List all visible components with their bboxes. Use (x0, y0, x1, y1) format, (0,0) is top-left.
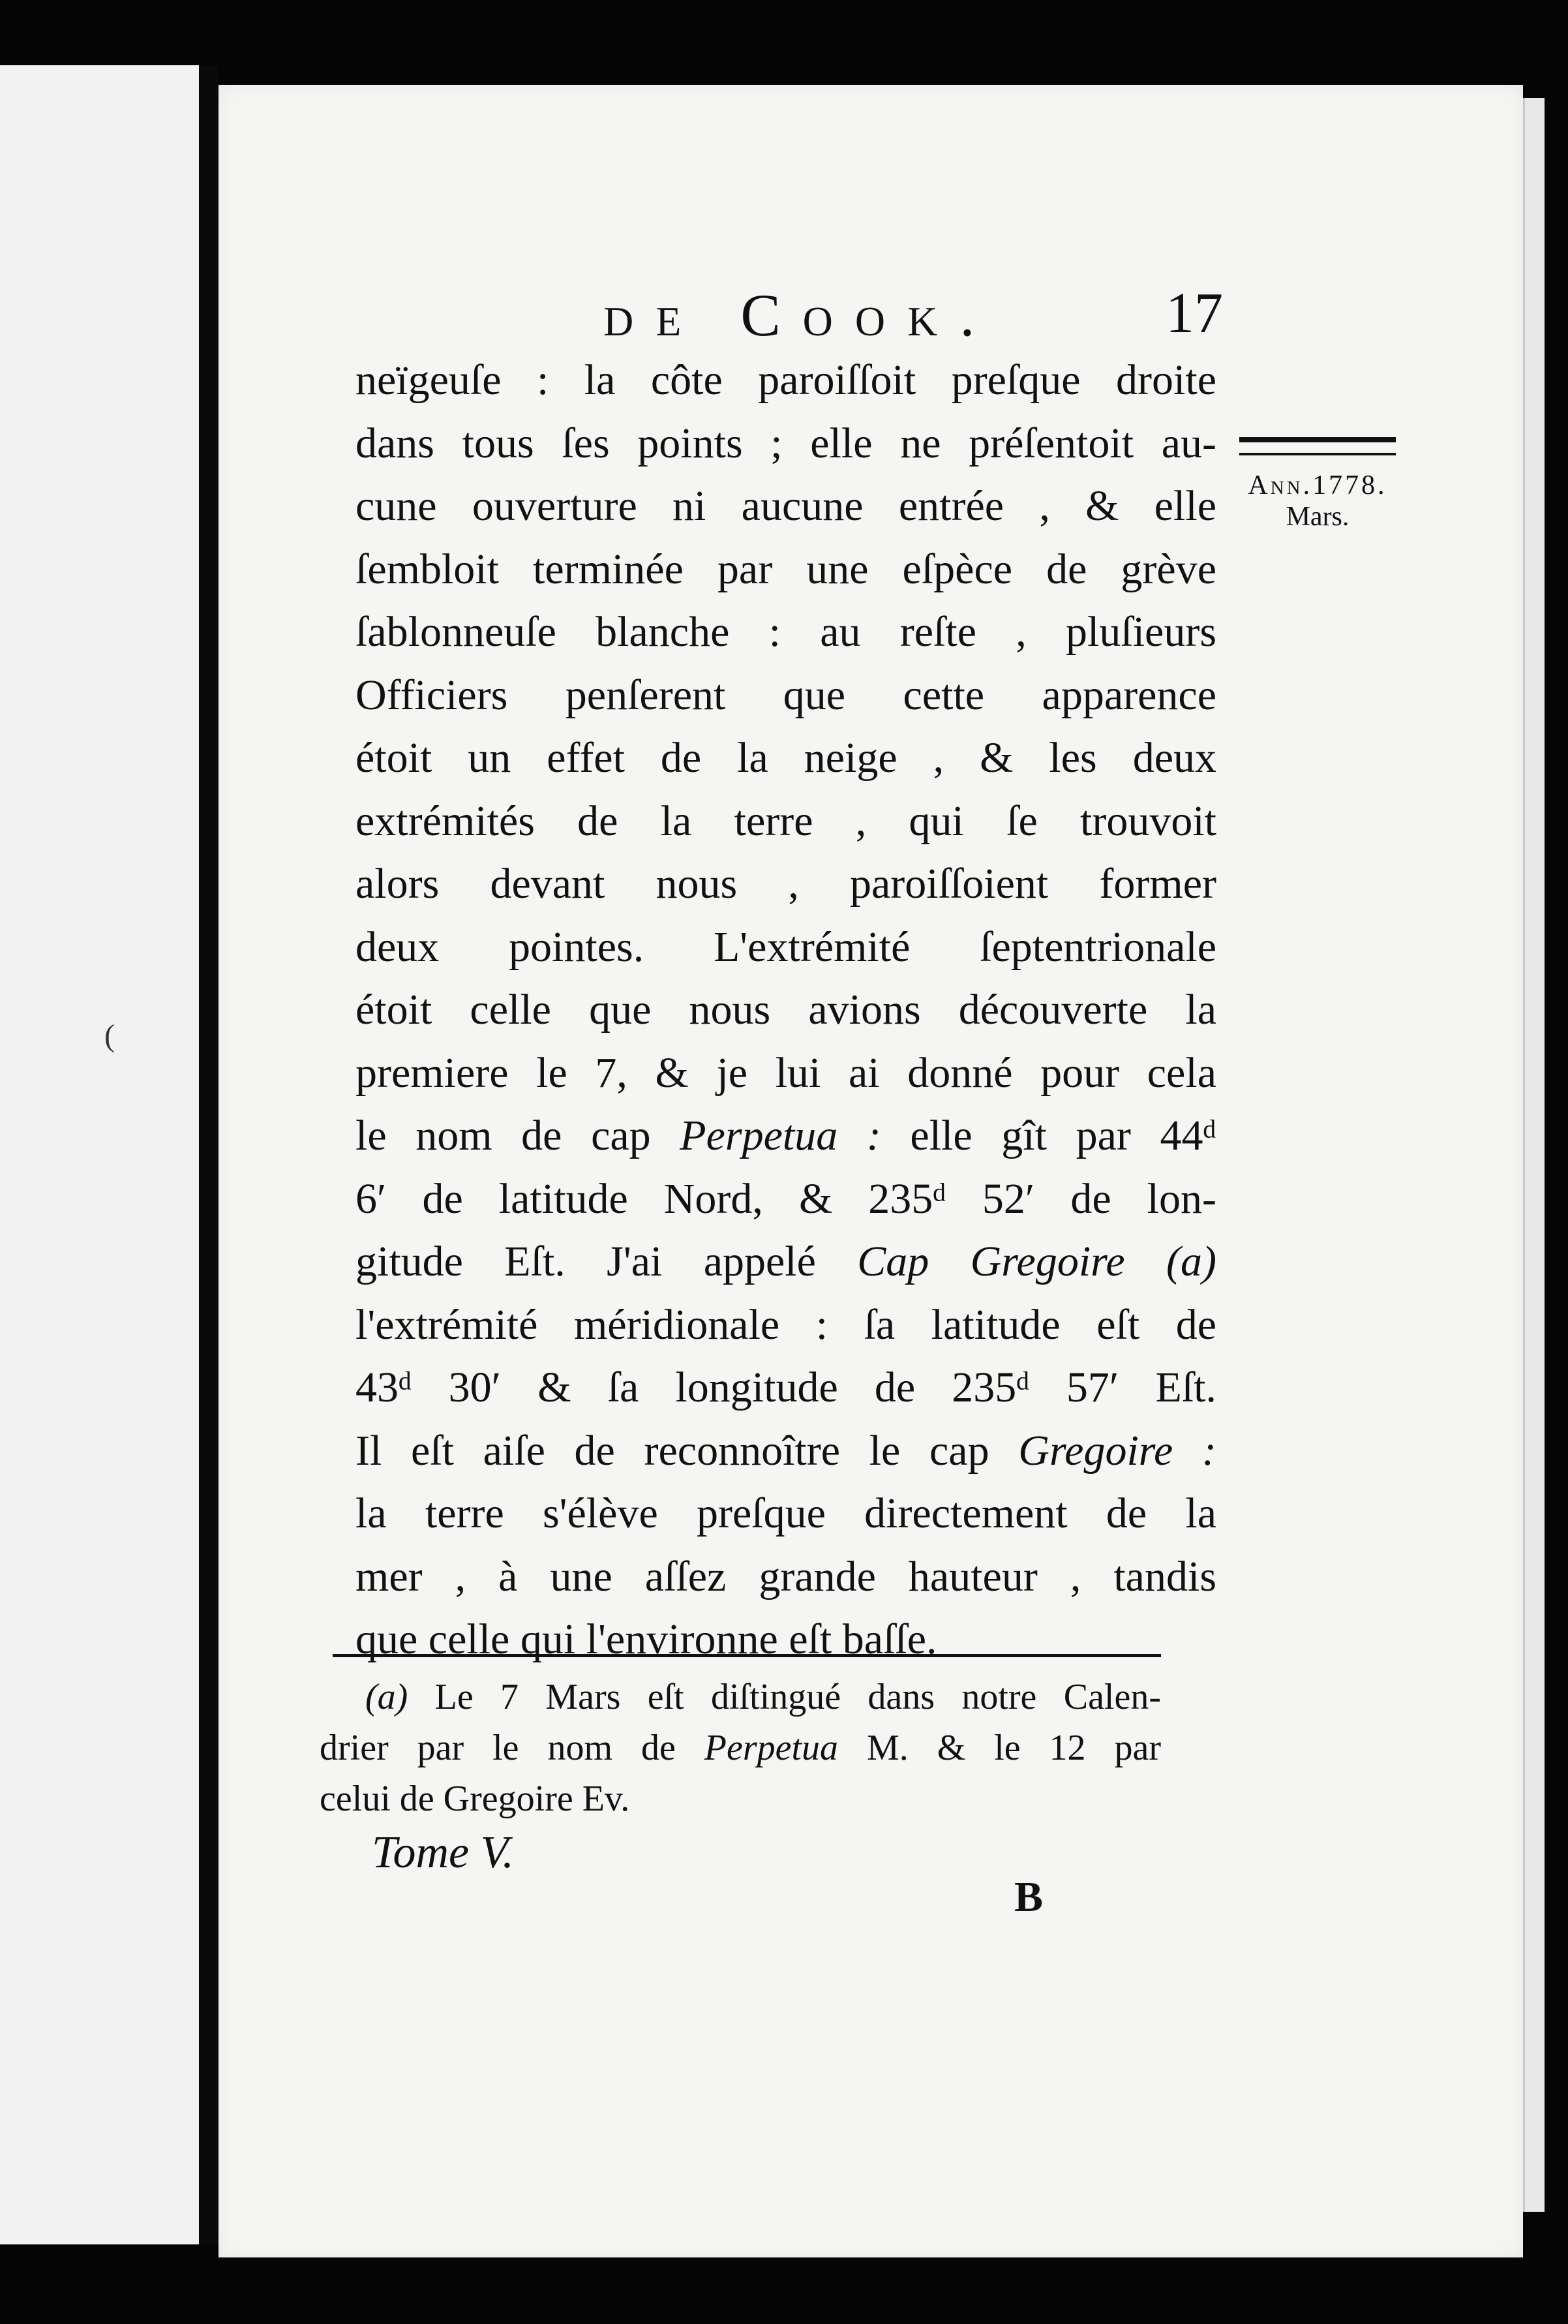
left-page-mark: ( (104, 1018, 115, 1053)
text-line (355, 727, 1216, 790)
text-segment: deux pointes. L'extrémité ſeptentrionale (355, 923, 1216, 971)
italic-segment: Perpetua (704, 1728, 839, 1768)
text-segment: mer , à une aſſez grande hauteur , tandis (355, 1552, 1216, 1600)
text-segment: extrémités de la terre , qui ſe trouvoit (355, 797, 1216, 845)
text-line (355, 412, 1216, 476)
page-number: 17 (1166, 282, 1223, 345)
text-line (355, 979, 1216, 1042)
italic-segment: Gregoire : (1018, 1426, 1216, 1475)
text-line (355, 1042, 1216, 1105)
footnote-line (320, 1773, 1161, 1824)
text-segment: ſablonneuſe blanche : au reſte , pluſieurs (355, 608, 1216, 656)
text-segment: 6′ de latitude Nord, & 235ᵈ 52′ de lon- (355, 1174, 1216, 1223)
text-line (355, 538, 1216, 602)
text-segment: le nom de cap (355, 1112, 680, 1159)
volume-signature: Tome V. (372, 1827, 514, 1878)
text-line (355, 790, 1216, 853)
footnote-line (320, 1722, 1161, 1773)
text-segment: Officiers penſerent que cette apparence (355, 671, 1216, 719)
text-line (355, 601, 1216, 664)
book-gutter (199, 65, 219, 2244)
gathering-signature: B (1014, 1873, 1044, 1921)
marginal-note (1226, 437, 1409, 532)
footnote-rule (333, 1654, 1161, 1657)
italic-segment: Cap Gregoire (a) (857, 1238, 1216, 1285)
facing-page-left (0, 65, 202, 2244)
text-segment: ſembloit terminée par une eſpèce de grève (355, 545, 1216, 593)
text-line (355, 1420, 1216, 1483)
text-segment: que celle qui l'environne eſt baſſe. (355, 1615, 937, 1663)
text-segment: l'extrémité méridionale : ſa latitude eſt de (355, 1300, 1216, 1349)
text-line (355, 664, 1216, 727)
text-segment: gitude Eſt. J'ai appelé (355, 1238, 858, 1285)
footnote-line (320, 1672, 1161, 1722)
text-line (355, 1546, 1216, 1609)
text-line (355, 1482, 1216, 1546)
italic-segment: Perpetua : (680, 1112, 881, 1159)
text-line (355, 1294, 1216, 1357)
text-segment: Il eſt aiſe de reconnoître le cap (355, 1426, 1019, 1475)
text-segment: Le 7 Mars eſt diſtingué dans notre Calen- (408, 1677, 1161, 1717)
text-segment: elle gît par 44ᵈ (881, 1112, 1216, 1159)
text-segment: étoit un effet de la neige , & les deux (355, 734, 1216, 782)
marginal-year: Ann.1778. (1248, 470, 1387, 500)
text-line (355, 853, 1216, 916)
text-segment: alors devant nous , paroiſſoient former (355, 860, 1216, 908)
marginal-rule (1239, 437, 1396, 455)
page-edge (1523, 98, 1545, 2212)
text-line (355, 916, 1216, 979)
text-line (355, 1105, 1216, 1168)
page-header (382, 281, 1229, 352)
running-title: de Cook. (603, 282, 997, 348)
text-segment: dans tous ſes points ; elle ne préſentoit au- (355, 419, 1216, 467)
text-line (355, 1231, 1216, 1294)
text-segment: 43ᵈ 30′ & ſa longitude de 235ᵈ 57′ Eſt. (355, 1364, 1216, 1411)
text-segment: premiere le 7, & je lui ai donné pour cela (355, 1048, 1216, 1097)
marginal-month: Mars. (1286, 502, 1349, 532)
body-text (355, 349, 1216, 1672)
text-segment: étoit celle que nous avions découverte la (355, 986, 1216, 1033)
text-segment: M. & le 12 par (838, 1728, 1161, 1768)
footnote-marker: (a) (365, 1677, 408, 1717)
text-segment: la terre s'élève preſque directement de la (355, 1490, 1216, 1537)
text-segment: cune ouverture ni aucune entrée , & elle (355, 482, 1216, 530)
text-segment: celui de Gregoire Ev. (320, 1779, 630, 1819)
text-line (355, 1168, 1216, 1231)
text-segment: neïgeuſe : la côte paroiſſoit preſque droite (355, 356, 1216, 404)
text-line (355, 349, 1216, 412)
text-segment: drier par le nom de (320, 1728, 704, 1768)
text-line (355, 1356, 1216, 1420)
text-line (355, 1608, 1216, 1672)
footnote (320, 1672, 1161, 1824)
text-line (355, 475, 1216, 538)
